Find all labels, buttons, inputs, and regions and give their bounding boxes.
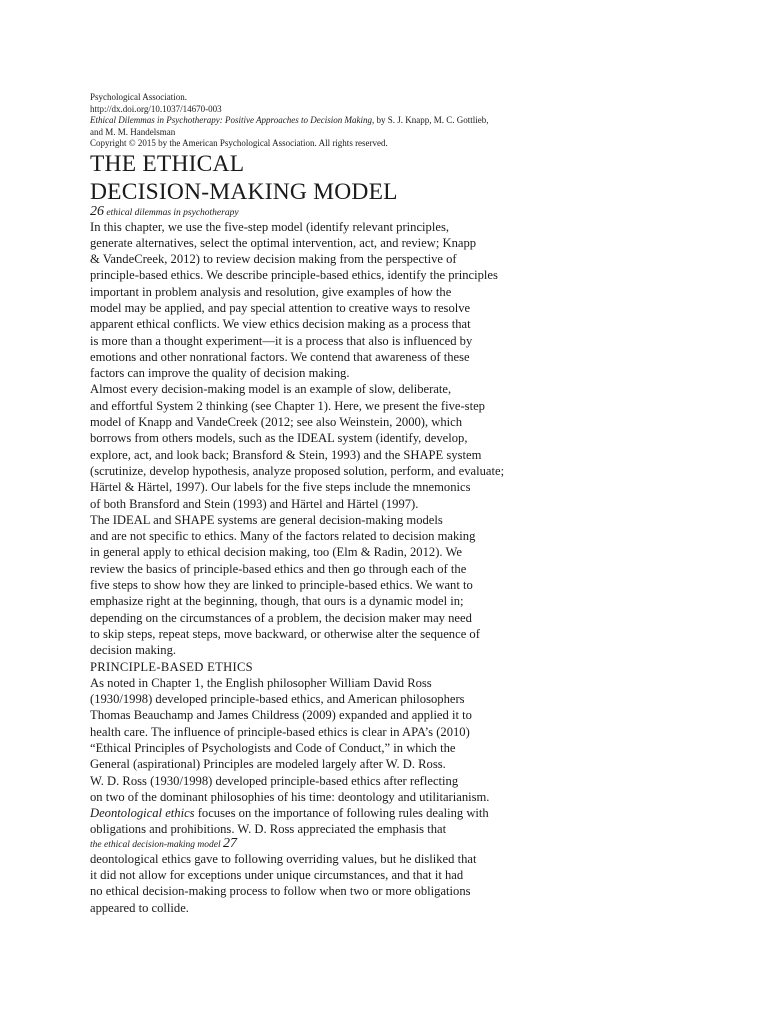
text-line: generate alternatives, select the optimal intervention, act, and review; Knapp bbox=[90, 235, 477, 250]
text-line: and effortful System 2 thinking (see Chapter 1). Here, we present the five-step bbox=[90, 398, 485, 413]
text-line: and are not specific to ethics. Many of the factors related to decision making bbox=[90, 529, 476, 544]
text-line: in general apply to ethical decision making, too (Elm & Radin, 2012). We bbox=[90, 545, 462, 560]
text-line: “Ethical Principles of Psychologists and Code of Conduct,” in which the bbox=[90, 741, 456, 755]
text-line: is more than a thought experiment—it is a process that also is influenced by bbox=[90, 333, 473, 348]
text-line: Thomas Beauchamp and James Childress (2009) expanded and applied it to bbox=[90, 708, 472, 723]
doi-line: http://dx.doi.org/10.1037/14670-003 bbox=[90, 103, 222, 114]
text-line: factors can improve the quality of decision making. bbox=[90, 366, 350, 381]
paragraph-ross-deontology bbox=[90, 773, 550, 838]
text-line: depending on the circumstances of a problem, the decision maker may need bbox=[90, 610, 472, 625]
paragraph-system2 bbox=[90, 381, 550, 511]
text-line: (scrutinize, develop hypothesis, analyze proposed solution, perform, and evaluate; bbox=[90, 463, 505, 478]
text-line: Härtel & Härtel, 1997). Our labels for the five steps include the mnemonics bbox=[90, 480, 471, 495]
text-line: apparent ethical conflicts. We view ethics decision making as a process that bbox=[90, 317, 471, 332]
text-line: review the basics of principle-based ethics and then go through each of the bbox=[90, 561, 467, 576]
text-line: five steps to show how they are linked to principle-based ethics. We want to bbox=[90, 578, 473, 593]
text-line: model of Knapp and VandeCreek (2012; see also Weinstein, 2000), which bbox=[90, 415, 463, 430]
text-line: to skip steps, repeat steps, move backward, or otherwise alter the sequence of bbox=[90, 626, 480, 641]
text-line: decision making. bbox=[90, 643, 177, 658]
citation-line bbox=[90, 115, 550, 127]
text-line: it did not allow for exceptions under unique circumstances, and that it had bbox=[90, 868, 464, 883]
chapter-title-line-1: THE ETHICAL bbox=[90, 150, 245, 177]
text-line: no ethical decision-making process to follow when two or more obligations bbox=[90, 884, 471, 899]
citation-authors-cont: and M. M. Handelsman bbox=[90, 126, 176, 137]
document-page bbox=[90, 92, 550, 916]
text-line: Almost every decision-making model is an example of slow, deliberate, bbox=[90, 382, 452, 397]
text-line: W. D. Ross (1930/1998) developed principle-based ethics after reflecting bbox=[90, 773, 459, 788]
text-line: obligations and prohibitions. W. D. Ross appreciated the emphasis that bbox=[90, 822, 447, 837]
text-span: focuses on the importance of following rules dealing with bbox=[194, 806, 489, 821]
paragraph-deontology-cont bbox=[90, 851, 550, 916]
text-line: appeared to collide. bbox=[90, 900, 189, 915]
text-line: explore, act, and look back; Bransford & Stein, 1993) and the SHAPE system bbox=[90, 447, 482, 462]
text-line: deontological ethics gave to following overriding values, but he disliked that bbox=[90, 851, 477, 866]
text-line: of both Bransford and Stein (1993) and Härtel and Härtel (1997). bbox=[90, 496, 419, 511]
text-line: principle-based ethics. We describe principle-based ethics, identify the principles bbox=[90, 268, 498, 283]
text-line: In this chapter, we use the five-step model (identify relevant principles, bbox=[90, 219, 449, 234]
text-line: health care. The influence of principle-based ethics is clear in APA’s (2010) bbox=[90, 724, 470, 739]
running-head-2 bbox=[90, 835, 550, 851]
page-number-27: 27 bbox=[222, 835, 237, 851]
term-deontological-ethics: Deontological ethics bbox=[90, 806, 195, 821]
text-line: emphasize right at the beginning, though, that ours is a dynamic model in; bbox=[90, 594, 464, 609]
publisher-line: Psychological Association. bbox=[90, 92, 187, 102]
paragraph-ideal-shape bbox=[90, 512, 550, 659]
page-number-26: 26 bbox=[90, 203, 104, 219]
text-line: As noted in Chapter 1, the English philosopher William David Ross bbox=[90, 675, 432, 690]
paragraph-ross-intro bbox=[90, 675, 550, 773]
text-line: emotions and other nonrational factors. We contend that awareness of these bbox=[90, 349, 470, 364]
text-line: (1930/1998) developed principle-based ethics, and American philosophers bbox=[90, 692, 465, 707]
running-head-2-text: the ethical decision-making model bbox=[90, 839, 223, 850]
text-line: model may be applied, and pay special attention to creative ways to resolve bbox=[90, 300, 471, 315]
citation-book-title: Ethical Dilemmas in Psychotherapy: Positive Approaches to Decision Making, bbox=[90, 115, 375, 125]
copyright-line: Copyright © 2015 by the American Psychological Association. All rights reserved. bbox=[90, 138, 388, 148]
paragraph-intro bbox=[90, 219, 550, 382]
text-line bbox=[90, 805, 550, 821]
text-line: important in problem analysis and resolution, give examples of how the bbox=[90, 284, 452, 299]
running-head-1 bbox=[90, 203, 550, 219]
text-line: on two of the dominant philosophies of his time: deontology and utilitarianism. bbox=[90, 789, 490, 804]
citation-authors: by S. J. Knapp, M. C. Gottlieb, bbox=[374, 115, 489, 125]
text-line: The IDEAL and SHAPE systems are general decision-making models bbox=[90, 512, 443, 527]
running-head-1-text: ethical dilemmas in psychotherapy bbox=[104, 207, 239, 218]
text-line: borrows from others models, such as the IDEAL system (identify, develop, bbox=[90, 431, 468, 446]
chapter-title-line-2: DECISION-MAKING MODEL bbox=[90, 178, 398, 205]
text-line: & VandeCreek, 2012) to review decision making from the perspective of bbox=[90, 252, 457, 267]
section-heading: PRINCIPLE-BASED ETHICS bbox=[90, 659, 253, 674]
text-line: General (aspirational) Principles are modeled largely after W. D. Ross. bbox=[90, 757, 446, 772]
